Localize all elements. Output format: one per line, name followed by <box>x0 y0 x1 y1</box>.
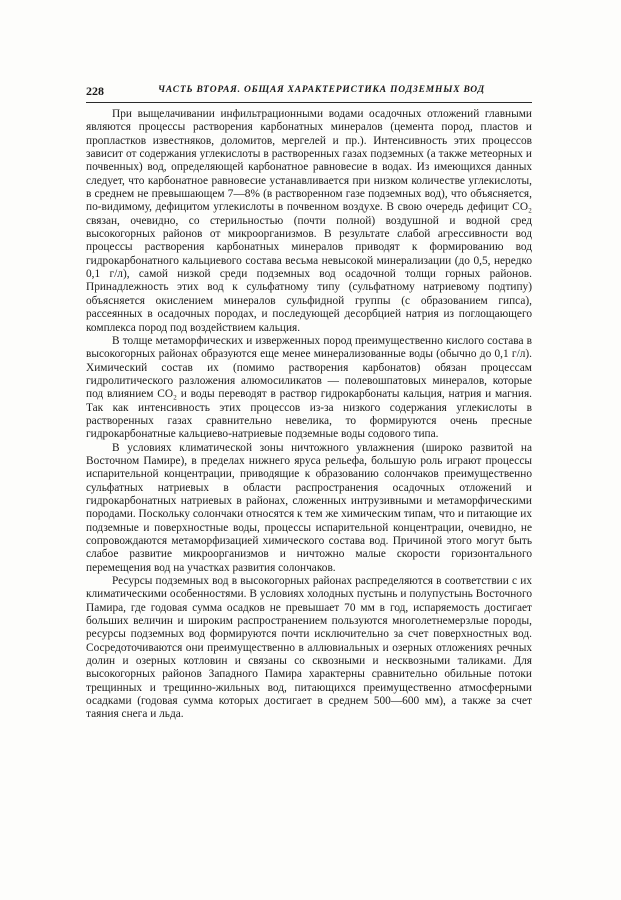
paragraph-dissolution: При выщелачивании инфильтрационными водами осадочных отложений главными являются процессы растворения карбонатных минералов (цемента пород, пластов и пропластков известняков, доломитов, мергелей и пр.). Интенсивность этих процессов зависит от содержания углекислоты в растворенных газах подземных (а также метеорных и почвенных) вод, определяющей карбонатное равновесие в водах. Из имеющихся данных следует, что карбонатное равновесие устанавливается при низком количестве углекислоты, в среднем не превышающем 7—8% (в растворенном газе подземных вод), что объясняется, по-видимому, дефицитом углекислоты в почвенном воздухе. В свою очередь дефицит CO₂ связан, очевидно, со стерильностью (почти полной) воздушной и водной сред высокогорных районов от микроорганизмов. В результате слабой агрессивности вод процессы растворения карбонатных минералов приводят к формированию вод гидрокарбонатного кальциевого состава весьма невысокой минерализации (до 0,5, нередко 0,1 г/л), самой низкой среди подземных вод осадочной толщи горных районов. Принадлежность этих вод к сульфатному типу (сульфатному натриевому подтипу) объясняется окислением минералов сульфидной группы (с образованием гипса), рассеянных в осадочных породах, и последующей десорбцией натрия из поглощающего комплекса пород под воздействием кальция. <box>86 108 532 334</box>
page-header <box>86 82 532 103</box>
page-number: 228 <box>86 84 104 98</box>
body-text <box>86 108 532 722</box>
running-head: ЧАСТЬ ВТОРАЯ. ОБЩАЯ ХАРАКТЕРИСТИКА ПОДЗЕМНЫХ ВОД <box>158 85 485 95</box>
paragraph-metamorphic: В толще метаморфических и изверженных пород преимущественно кислого состава в высокогорных районах образуются еще менее минерализованные воды (обычно до 0,1 г/л). Химический состав их (помимо растворения карбонатов) обязан процессам гидролитического разложения алюмосиликатов — полевошпатовых минералов, которые под влиянием CO₂ и воды переводят в раствор гидрокарбонаты кальция, натрия и магния. Так как интенсивность этих процессов из-за низкого содержания углекислоты в растворенных газах сравнительно невелика, то формируются очень пресные гидрокарбонатные кальциево-натриевые подземные воды содового типа. <box>86 334 532 441</box>
paragraph-resources: Ресурсы подземных вод в высокогорных районах распределяются в соответствии с их климатическими особенностями. В условиях холодных пустынь и полупустынь Восточного Памира, где годовая сумма осадков не превышает 70 мм в год, испаряемость достигает больших величин и широким распространением пользуются многолетнемерзлые породы, ресурсы подземных вод формируются почти исключительно за счет поверхностных вод. Сосредоточиваются они преимущественно в аллювиальных и озерных отложениях речных долин и озерных котловин и связаны со сквозными и несквозными таликами. Для высокогорных районов Западного Памира характерны сравнительно обильные потоки трещинных и трещинно-жильных вод, питающихся преимущественно атмосферными осадками (годовая сумма которых достигает в среднем 500—600 мм), а также за счет таяния снега и льда. <box>86 575 532 721</box>
paragraph-evaporation: В условиях климатической зоны ничтожного увлажнения (широко развитой на Восточном Памире), в пределах нижнего яруса рельефа, большую роль играют процессы испарительной концентрации, приводящие к образованию солончаков преимущественно сульфатных натриевых в области распространения осадочных отложений и гидрокарбонатных натриевых в районах, сложенных интрузивными и метаморфическими породами. Поскольку солончаки относятся к тем же химическим типам, что и питающие их подземные и поверхностные воды, процессы испарительной концентрации, очевидно, не сопровождаются метаморфизацией химического состава вод. Причиной этого могут быть слабое развитие микроорганизмов и ничтожно малые скорости горизонтального перемещения вод на участках развития солончаков. <box>86 441 532 574</box>
